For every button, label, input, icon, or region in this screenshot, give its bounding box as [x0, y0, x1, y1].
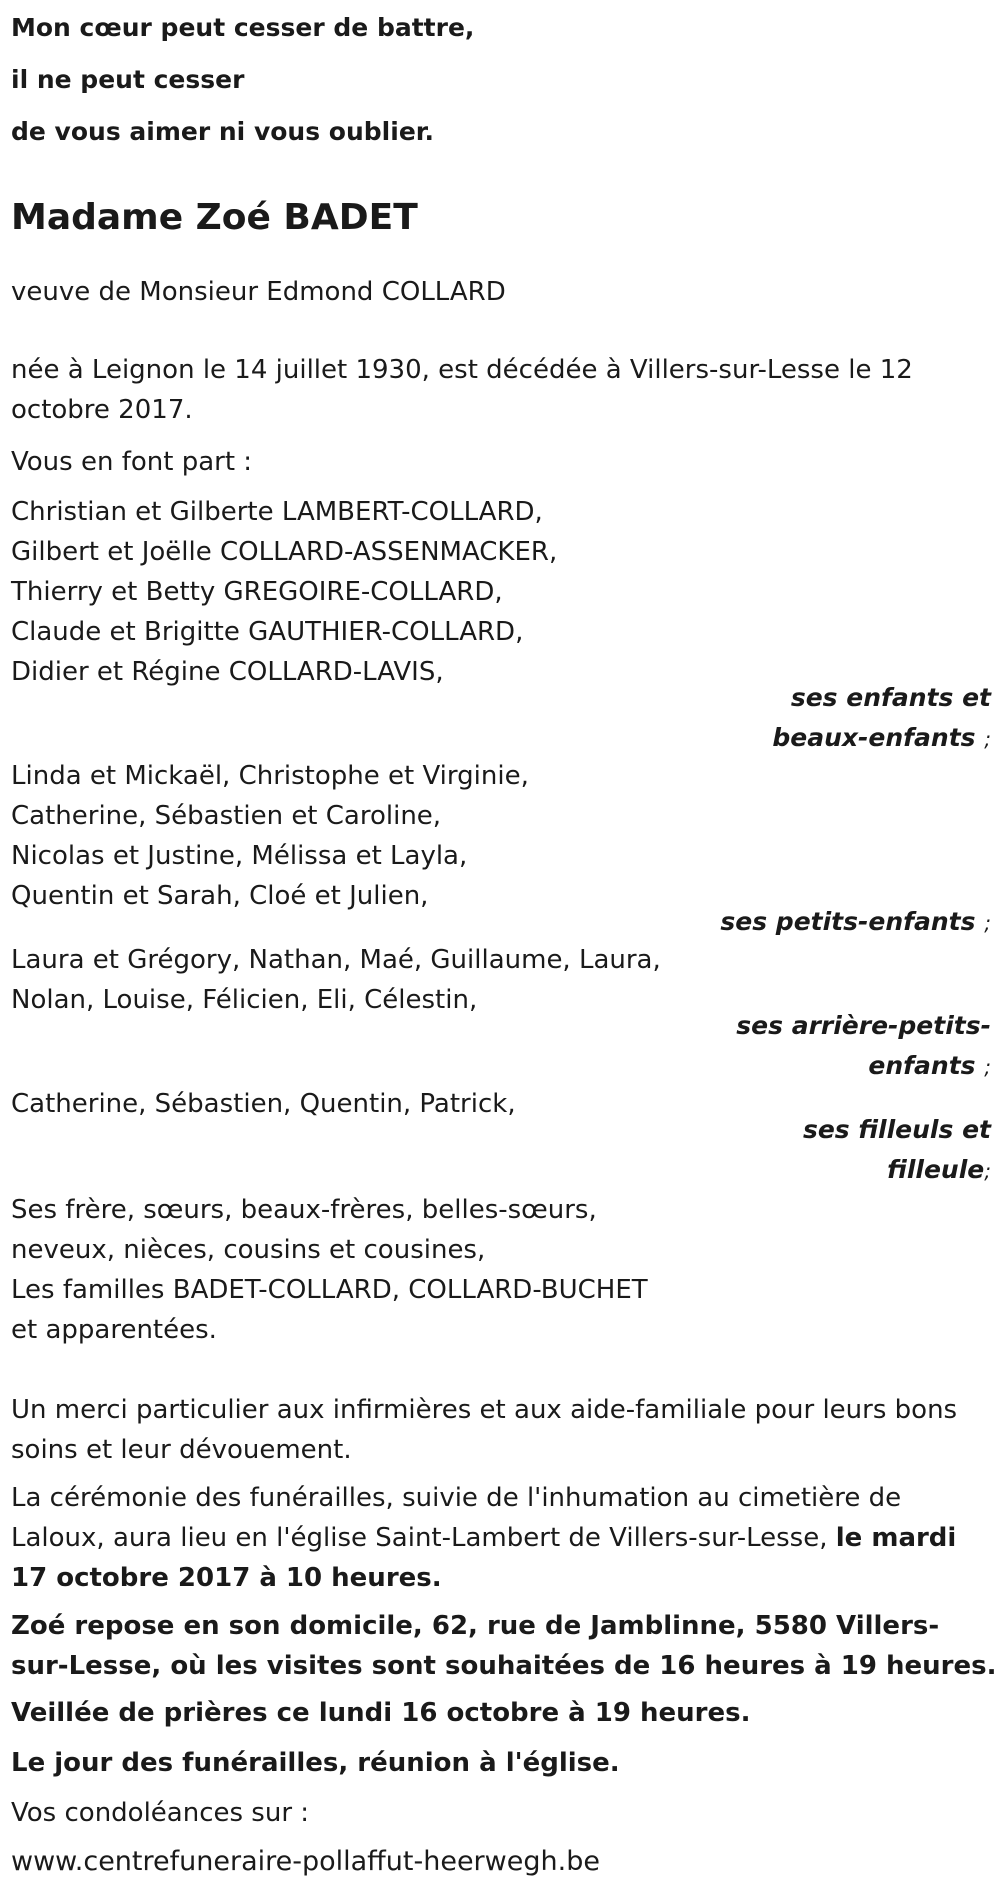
birth-death-line: octobre 2017. [11, 395, 193, 425]
list-item: Nolan, Louise, Félicien, Eli, Célestin, [11, 985, 478, 1015]
family-list [11, 1190, 648, 1350]
list-item: Claude et Brigitte GAUTHIER-COLLARD, [11, 617, 524, 647]
church-meeting-text: Le jour des funérailles, réunion à l'église. [11, 1748, 620, 1778]
ceremony-time: 17 octobre 2017 à 10 heures. [11, 1563, 442, 1593]
children-label [11, 678, 991, 759]
condolences-label: Vos condoléances sur : [11, 1798, 310, 1828]
list-item: Thierry et Betty GREGOIRE-COLLARD, [11, 577, 503, 607]
vigil-text: Veillée de prières ce lundi 16 octobre à 19 heures. [11, 1698, 751, 1728]
relation-label [11, 1150, 991, 1191]
relation-label-text: enfants [868, 1051, 976, 1080]
list-item: Didier et Régine COLLARD-LAVIS, [11, 657, 444, 687]
list-item: Christian et Gilberte LAMBERT-COLLARD, [11, 497, 543, 527]
relation-label: ses arrière-petits- [736, 1011, 991, 1040]
thanks-line: soins et leur dévouement. [11, 1435, 352, 1465]
list-item: neveux, nièces, cousins et cousines, [11, 1235, 486, 1265]
semicolon: ; [984, 727, 991, 751]
relation-label [11, 718, 991, 759]
epigraph-line: Mon cœur peut cesser de battre, [11, 13, 475, 42]
godchildren-list: Catherine, Sébastien, Quentin, Patrick, [11, 1089, 516, 1119]
relation-label-text: filleule [887, 1155, 985, 1184]
children-list [11, 492, 557, 692]
semicolon: ; [984, 1055, 991, 1079]
repose-line: sur-Lesse, où les visites sont souhaitées de 16 heures à 19 heures. [11, 1651, 997, 1681]
grandchildren-label [11, 902, 991, 943]
great-grandchildren-label [11, 1006, 991, 1087]
list-item: Catherine, Sébastien et Caroline, [11, 801, 442, 831]
epigraph-line: de vous aimer ni vous oublier. [11, 117, 435, 146]
thanks-paragraph [11, 1390, 957, 1470]
semicolon: ; [984, 1159, 991, 1183]
repose-paragraph [11, 1606, 996, 1686]
list-item: et apparentées. [11, 1315, 217, 1345]
godchildren-label [11, 1110, 991, 1191]
list-item: Gilbert et Joëlle COLLARD-ASSENMACKER, [11, 537, 558, 567]
widow-of: veuve de Monsieur Edmond COLLARD [11, 277, 506, 307]
birth-death-line: née à Leignon le 14 juillet 1930, est décédée à Villers-sur-Lesse le 12 [11, 355, 913, 385]
epigraph-line: il ne peut cesser [11, 65, 245, 94]
ceremony-paragraph [11, 1478, 956, 1598]
list-item: Linda et Mickaël, Christophe et Virginie, [11, 761, 529, 791]
relation-label [11, 1046, 991, 1087]
ceremony-line: La cérémonie des funérailles, suivie de l'inhumation au cimetière de [11, 1483, 902, 1513]
birth-death [11, 350, 913, 430]
relation-label: ses enfants et [790, 683, 991, 712]
list-item: Ses frère, sœurs, beaux-frères, belles-sœurs, [11, 1195, 597, 1225]
list-item: Laura et Grégory, Nathan, Maé, Guillaume, Laura, [11, 945, 661, 975]
list-item: Nicolas et Justine, Mélissa et Layla, [11, 841, 468, 871]
list-item: Quentin et Sarah, Cloé et Julien, [11, 881, 429, 911]
ceremony-line [11, 1518, 956, 1558]
relation-label-text: beaux-enfants [772, 723, 976, 752]
ceremony-date: le mardi [835, 1523, 957, 1553]
semicolon: ; [984, 911, 991, 935]
relation-label-text: ses petits-enfants [720, 907, 976, 936]
announce-text: Vous en font part : [11, 447, 253, 477]
ceremony-location: Laloux, aura lieu en l'église Saint-Lambert de Villers-sur-Lesse, [11, 1523, 836, 1553]
grandchildren-list [11, 756, 529, 916]
deceased-name: Madame Zoé BADET [11, 197, 418, 238]
relation-label: ses filleuls et [802, 1115, 991, 1144]
list-item: Les familles BADET-COLLARD, COLLARD-BUCHET [11, 1275, 648, 1305]
thanks-line: Un merci particulier aux infirmières et aux aide-familiale pour leurs bons [11, 1395, 958, 1425]
epigraph [11, 0, 474, 156]
condolences-link[interactable]: www.centrefuneraire-pollaffut-heerwegh.be [11, 1846, 600, 1877]
repose-line: Zoé repose en son domicile, 62, rue de Jamblinne, 5580 Villers- [11, 1611, 940, 1641]
